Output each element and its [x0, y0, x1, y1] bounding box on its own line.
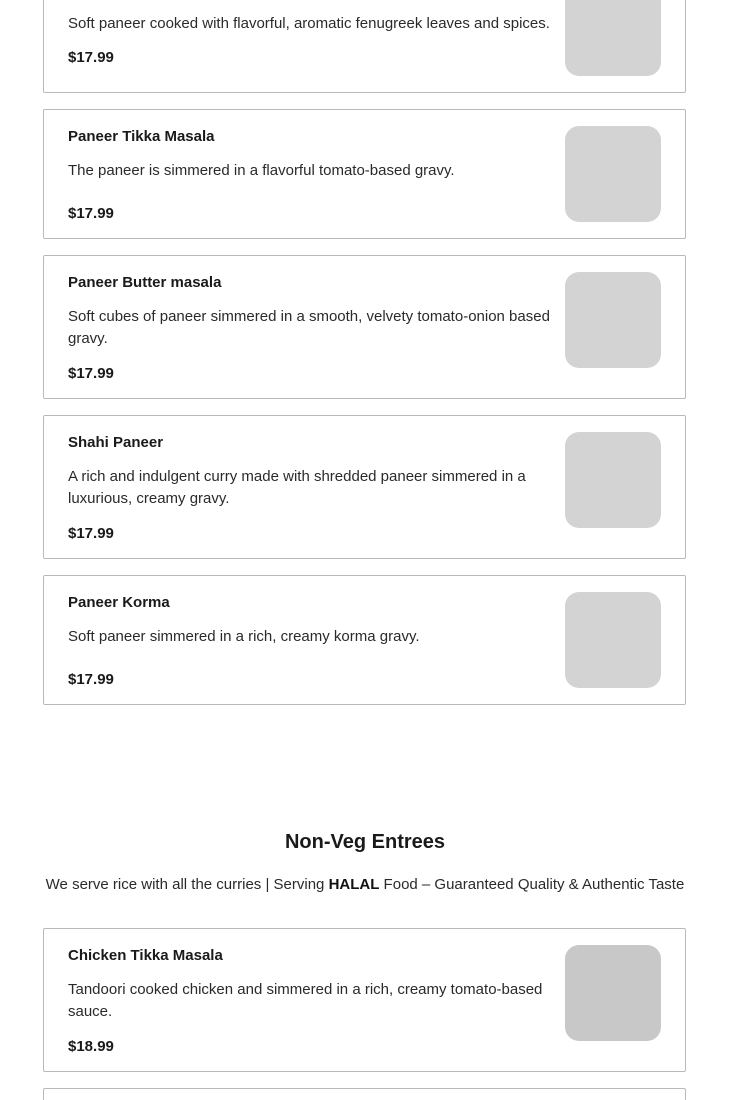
menu-item-card[interactable]	[43, 255, 686, 399]
section-title: Non-Veg Entrees	[284, 831, 446, 853]
menu-item-description: Soft paneer cooked with flavorful, aromatic fenugreek leaves and spices.	[68, 15, 550, 32]
menu-item-description: Soft paneer simmered in a rich, creamy korma gravy.	[68, 628, 420, 645]
menu-item-description: A rich and indulgent curry made with shredded paneer simmered in a luxurious, creamy gravy.	[68, 468, 526, 507]
menu-item-card[interactable]	[43, 575, 686, 705]
menu-item-card[interactable]	[43, 415, 686, 559]
food-image-placeholder-icon[interactable]	[565, 432, 661, 528]
menu-item-name: Paneer Korma	[68, 594, 170, 611]
halal-badge-text: HALAL	[328, 876, 380, 893]
food-image-placeholder-icon[interactable]	[565, 126, 661, 222]
section-subtitle-text: We serve rice with all the curries | Serving	[45, 876, 329, 893]
section-subtitle	[0, 876, 730, 893]
menu-item-card[interactable]	[43, 928, 686, 1072]
food-image-placeholder-icon[interactable]	[565, 0, 661, 76]
menu-item-price: $17.99	[68, 49, 114, 66]
menu-item-card[interactable]	[43, 109, 686, 239]
menu-item-price: $17.99	[68, 205, 114, 222]
menu-item-name: Paneer Butter masala	[68, 274, 222, 291]
menu-item-price: $17.99	[68, 525, 114, 542]
menu-item-price: $18.99	[68, 1038, 114, 1055]
menu-item-price: $17.99	[68, 365, 114, 382]
menu-item-card[interactable]	[43, 0, 686, 93]
menu-item-description: Soft cubes of paneer simmered in a smooth, velvety tomato-onion based gravy.	[68, 308, 550, 347]
menu-item-description: Tandoori cooked chicken and simmered in a rich, creamy tomato-based sauce.	[68, 981, 543, 1020]
menu-item-name: Paneer Tikka Masala	[68, 128, 215, 145]
food-image-placeholder-icon[interactable]	[565, 945, 661, 1041]
menu-item-name: Chicken Tikka Masala	[68, 947, 223, 964]
menu-item-description: The paneer is simmered in a flavorful tomato-based gravy.	[68, 162, 455, 179]
section-subtitle-text-end: Food – Guaranteed Quality & Authentic Taste	[379, 876, 685, 893]
menu-item-card[interactable]	[43, 1088, 686, 1100]
food-image-placeholder-icon[interactable]	[565, 592, 661, 688]
menu-item-name: Shahi Paneer	[68, 434, 164, 451]
food-image-placeholder-icon[interactable]	[565, 272, 661, 368]
menu-item-price: $17.99	[68, 671, 114, 688]
